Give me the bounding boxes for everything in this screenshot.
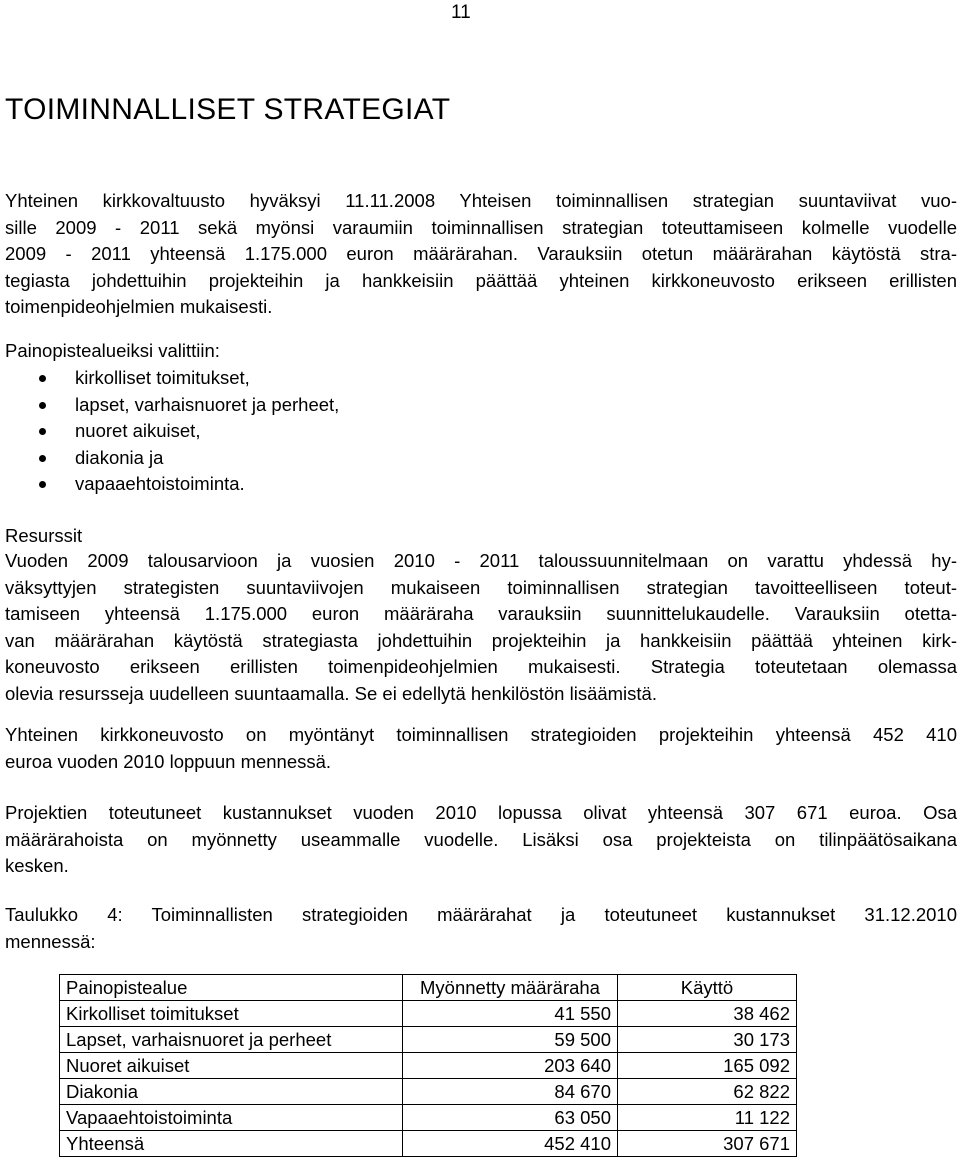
resources-paragraph xyxy=(5,548,957,707)
table-row xyxy=(60,1105,797,1131)
table-cell: 59 500 xyxy=(403,1027,618,1053)
table-cell: 63 050 xyxy=(403,1105,618,1131)
text-line: van määrärahan käytöstä strategiasta johdettuihin projekteihin ja hankkeisiin päättää yhteinen kirk- xyxy=(5,629,957,651)
text-line: Vuoden 2009 talousarvioon ja vuosien 2010 - 2011 taloussuunnitelmaan on varattu yhdessä hy- xyxy=(5,550,957,571)
table-cell: 30 173 xyxy=(618,1027,797,1053)
list-item-label: nuoret aikuiset, xyxy=(75,420,201,441)
list-item xyxy=(0,418,339,445)
list-item-label: lapset, varhaisnuoret ja perheet, xyxy=(75,393,340,415)
table-total-row xyxy=(60,1131,797,1157)
table-row xyxy=(60,1001,797,1027)
table-header-row xyxy=(60,975,797,1001)
grants-paragraph xyxy=(5,722,957,775)
text-line: Yhteinen kirkkovaltuusto hyväksyi 11.11.2008 Yhteisen toiminnallisen strategian suuntaviivat vuo- xyxy=(5,190,957,211)
table-cell: 41 550 xyxy=(403,1001,618,1027)
text-line: mennessä: xyxy=(5,930,96,952)
table-row xyxy=(60,1079,797,1105)
list-item xyxy=(0,365,339,392)
table-cell: 203 640 xyxy=(403,1053,618,1079)
bullet-icon xyxy=(39,375,46,382)
resources-title: Resurssit xyxy=(5,525,83,546)
bullet-icon xyxy=(39,455,46,462)
list-item xyxy=(0,445,339,472)
text-line: sille 2009 - 2011 sekä myönsi varaumiin toiminnallisen strategian toteuttamiseen kolmelle vuodelle xyxy=(5,216,957,238)
table-cell: Nuoret aikuiset xyxy=(60,1053,403,1079)
bullet-icon xyxy=(39,402,46,409)
text-line: määrärahoista on myönnetty useammalle vuodelle. Lisäksi osa projekteista on tilinpäätösaikana xyxy=(5,828,957,850)
table-caption xyxy=(5,902,957,955)
table-cell: 165 092 xyxy=(618,1053,797,1079)
table-row xyxy=(60,1053,797,1079)
table-row xyxy=(60,1027,797,1053)
text-line: olevia resursseja uudelleen suuntaamalla. Se ei edellytä henkilöstön lisäämistä. xyxy=(5,682,657,704)
text-line: Yhteinen kirkkoneuvosto on myöntänyt toiminnallisen strategioiden projekteihin yhteensä 452 410 xyxy=(5,724,957,745)
text-line: 2009 - 2011 yhteensä 1.175.000 euron määrärahan. Varauksiin otetun määrärahan käytöstä stra- xyxy=(5,243,957,264)
text-line: koneuvosto erikseen erillisten toimenpideohjelmien mukaisesti. Strategia toteutetaan olemassa xyxy=(5,656,957,677)
table-cell: Kirkolliset toimitukset xyxy=(60,1001,403,1027)
text-line: Projektien toteutuneet kustannukset vuoden 2010 lopussa olivat yhteensä 307 671 euroa. Osa xyxy=(5,802,957,823)
budget-table xyxy=(59,974,797,1157)
costs-paragraph xyxy=(5,800,957,880)
table-cell: Lapset, varhaisnuoret ja perheet xyxy=(60,1027,403,1053)
intro-paragraph xyxy=(5,188,957,321)
column-header: Käyttö xyxy=(618,975,797,1001)
list-item-label: vapaaehtoistoiminta. xyxy=(75,473,245,494)
table-cell: 84 670 xyxy=(403,1079,618,1105)
table-cell: Diakonia xyxy=(60,1079,403,1105)
table-cell: 452 410 xyxy=(403,1131,618,1157)
table-cell: 38 462 xyxy=(618,1001,797,1027)
bullet-icon xyxy=(39,481,46,488)
column-header: Painopistealue xyxy=(60,975,403,1001)
table-cell: 62 822 xyxy=(618,1079,797,1105)
table-cell: Vapaaehtoistoiminta xyxy=(60,1105,403,1131)
list-item-label: kirkolliset toimitukset, xyxy=(75,367,250,388)
table-cell: 307 671 xyxy=(618,1131,797,1157)
text-line: väksyttyjen strategisten suuntaviivojen mukaiseen toiminnallisen strategian tavoitteelliseen toteut- xyxy=(5,576,957,598)
list-item xyxy=(0,471,339,498)
list-item xyxy=(0,392,339,419)
text-line: kesken. xyxy=(5,855,69,876)
text-line: tamiseen yhteensä 1.175.000 euron määräraha varauksiin suunnittelukaudelle. Varauksiin otetta- xyxy=(5,603,957,624)
text-line: euroa vuoden 2010 loppuun mennessä. xyxy=(5,750,332,772)
text-line: toimenpideohjelmien mukaisesti. xyxy=(5,296,273,317)
page-number: 11 xyxy=(451,2,471,23)
table-cell: Yhteensä xyxy=(60,1131,403,1157)
bullet-icon xyxy=(39,428,46,435)
page-title: TOIMINNALLISET STRATEGIAT xyxy=(5,93,451,126)
text-line: tegiasta johdettuihin projekteihin ja hankkeisiin päättää yhteinen kirkkoneuvosto erikseen erillisten xyxy=(5,269,957,291)
column-header: Myönnetty määräraha xyxy=(403,975,618,1001)
text-line: Taulukko 4: Toiminnallisten strategioiden määrärahat ja toteutuneet kustannukset 31.12.2010 xyxy=(5,904,957,925)
table-cell: 11 122 xyxy=(618,1105,797,1131)
list-item-label: diakonia ja xyxy=(75,446,164,468)
focus-areas-list xyxy=(0,365,339,498)
focus-areas-title: Painopistealueiksi valittiin: xyxy=(5,340,220,361)
